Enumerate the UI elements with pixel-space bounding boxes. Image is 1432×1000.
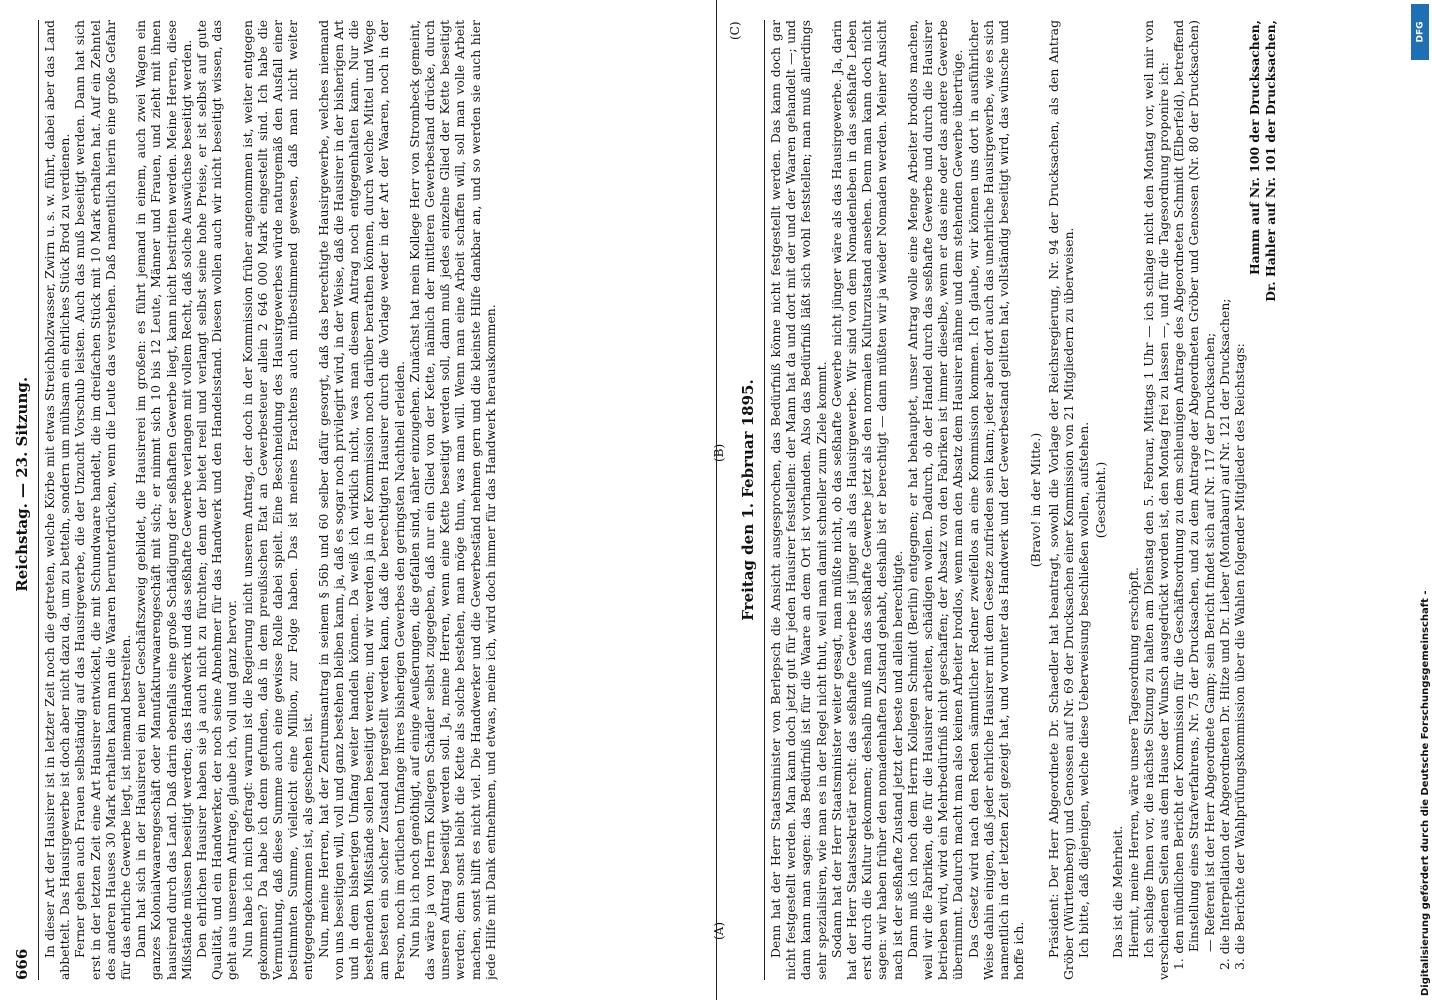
agenda-item: 2. die Interpellation der Abgeordneten Dr. Hitze und Dr. Lieber (Montabaur) auf Nr. 121 der Drucksachen; [1216,298,1232,970]
agenda-subitem: Dr. Hahler auf Nr. 101 der Drucksachen, [1262,20,1278,302]
paragraph: Das Gesetz wird nach den Reden sämmtlicher Redner zweifellos an eine Kommission kommen. Ich glaube, wir können uns dort in ausführlicher Weise dahin einigen, daß jeder ehrliche Hausirer mit dem Gesetze zufrieden sein kann; jeder aber dort auch das unehrliche Hausirgewerbe, wie es sich namentlich in der letzten Zeit gezeigt hat, und worunter das Handwerk und der Gewerbestand gelitten hat, vollständig beseitigt wird, das wünsche und hoffe ich. [965,20,1027,980]
column-text [42,20,696,980]
column-text [768,20,1422,980]
digitization-credit: Digitalisierung gefördert durch die Deutsche Forschungsgemeinschaft - [1420,590,1431,996]
paragraph: Sodann hat der Herr Staatsminister weiter gesagt, man müßte nicht, ob das seßhafte Gewerbe nicht jünger wäre als das Hausirgewerbe. Ja, darin hat der Herr Staatssekretär recht: das seßhafte Gewerbe ist jünger als das Hausirgewerbe. Wir sind von dem Nomadenleben in das seßhafte Leben erst durch die Kultur gekommen; deshalb muß man das seßhafte Gewerbe jetzt als den normalen Kulturzustand ansehen. Denn man kann doch nicht sagen: wir haben früher den nomadenhaften Zustand gehabt, deshalb ist er berechtigt — dann müßten wir ja wieder Nomaden werden. Meiner Ansicht nach ist der seßhafte Zustand jetzt der beste und allein berechtigte. [828,20,905,980]
paragraph: Nun, meine Herren, hat der Zentrumsantrag in seinem § 56b und 60 selber dafür gesorgt, daß das berechtigte Hausirgewerbe, welches niemand von uns beseitigen will, voll und ganz bestehen bleiben kann, ja, daß es sogar noch privilegirt wird, in der Weise, daß die Hausirer in der bisherigen Art und in dem bisherigen Umfang weiter handeln können. Da weiß ich wirklich nicht, was man diesem Antrag noch entgegenhalten kann. Nur die bestehenden Mißstände sollen beseitigt werden; und wir werden ja in der Kommission noch darüber berathen können, durch welche Mittel und Wege am besten ein solcher Zustand hergestellt werden kann, daß die berechtigten Hausirer durch die Vorlage weder in der Art der Waaren, noch in der Person, noch im örtlichen Umfange ihres bisherigen Gewerbes den geringsten Nachtheil erleiden. [315,20,407,980]
paragraph: Ich schlage Ihnen vor, die nächste Sitzung zu halten am Dienstag den 5. Februar, Mittags 1 Uhr — ich schlage nicht den Montag vor, weil mir von verschiedenen Seiten aus dem Hause der Wunsch ausgedrückt worden ist, den Montag frei zu lassen —, und für die Tagesordnung proponire ich: [1140,20,1172,980]
dfg-logo-text: DFG [1415,21,1426,43]
paragraph: Ferner gehen auch Frauen selbständig auf das Hausirgewerbe, die der Unzucht Vorschub leisten. Auch das muß beseitigt werden. Dann hat sich erst in der letzten Zeit eine Art Hausirer entwickelt, die mit Schundwaare handelt, die im dreifachen Stück mit 10 Mark erhalten hat. Auf ein Zehntel des anderen Hauses 30 Mark erhalten kann man die Waaren herunterdrücken, wenn die Leute das verstehen. Daß namentlich hierin eine große Gefahr für das ehrliche Gewerbe liegt, ist niemand bestreiten. [72,20,134,980]
margin-marker-b: (B) [712,443,726,462]
running-head [734,20,765,980]
paragraph: Den ehrlichen Hausirer haben sie ja auch nicht zu fürchten; denn der bietet reell und verlangt selbst seine hohe Preise, er ist selbst auf gute Qualität, und ein Handwerker, der noch seine Abnehmer für das Handwerk und den Handelsstand. Diesen wollen auch wir nicht beseitigt wissen, das geht aus unserem Antrage, glaube ich, voll und ganz hervor. [194,20,240,980]
page-divider [716,0,717,1000]
margin-marker-c: (C) [728,21,742,40]
running-head [8,20,39,980]
paragraph: Dann muß ich noch dem Herrn Kollegen Schmidt (Berlin) entgegnen; er hat behauptet, unser Antrag wolle eine Menge Arbeiter brodlos machen, weil wir die Fabriken, die für die Hausirer arbeiten, schädigen wollen. Dadurch, ob der Handel durch das seßhafte Gewerbe und durch die Hausirer betrieben wird, wird ein Mehrbedürfniß nicht geschaffen; der Absatz von den Fabriken ist immer dieselbe, wenn er das eine oder das andere Gewerbe übernimmt. Dadurch macht man also keinen Arbeiter brodlos, wenn man den Absatz dem Hausirer nähme und dem stehenden Gewerbe übertrüge. [904,20,966,980]
page-666 [0,0,706,1000]
page-number: 666 [13,948,31,980]
paragraph: Nun bin ich noch genöthigt, auf einige Aeußerungen, die gefallen sind, näher einzugehen. Zunächst hat mein Kollege Herr von Strombeck gemeint, das wäre ja von Herrn Kollegen Schädler selbst zugegeben, daß nur ein Glied von der Kette, nämlich der mittleren Gewerbestand drücke, durch unseren Antrag beseitigt werden soll. Ja, meine Herren, wenn eine Kette beseitigt werden soll, dann muß jedes einzelne Glied der Kette beseitigt werden; denn sonst bleibt die Kette als solche bestehen, man möge thun, was man will. Wenn man eine Arbeit schaffen will, soll man volle Arbeit machen, sonst hilft es nicht viel. Die Handwerker und die Gewerbeständ nehmen gern und die kleinste Hilfe dankbar an, und so werden sie auch hier jede Hilfe mit Dank entnehmen, und etwas, meine ich, wird doch immer für das Handwerk herauskommen. [406,20,498,980]
page-continuation [726,0,1432,1000]
dfg-logo [1411,4,1429,60]
paragraph: Ich bitte, daß diejenigen, welche diese Ueberweisung beschließen wollen, aufstehen. [1076,421,1092,958]
paragraph: In dieser Art der Hausirer ist in letzter Zeit noch die getreten, welche Körbe mit etwas Streichholzwasser, Zwirn u. s. w. führt, dabei aber das Land abbettelt. Das Hausirgewerbe ist doch aber nicht dazu da, um zu betteln, sondern um mühsam ein ehrliches Stück Brod zu verdienen. [42,20,73,980]
paragraph: Nun habe ich mich gefragt: warum ist die Regierung nicht unserem Antrag, der doch in der Kommission früher angenommen ist, weiter entgegen gekommen? Da habe ich denn gefunden, daß in dem preußischen Etat an Gewerbesteuer allein 2 646 000 Mark eingestellt sind. Ich habe die Vermuthung, daß diese Summe auch eine gewisse Rolle dabei spielt. Eine Beschneidung des Hausirgewerbes würde naturgemäß den Ausfall einer bestimmten Summe, vielleicht eine Million, zur Folge haben. Das ist meines Erachtens auch mitbestimmend gewesen, daß man nicht weiter entgegengekommen ist, als geschehen ist. [239,20,316,980]
paragraph: Das ist die Mehrheit. [1110,825,1126,958]
paragraph: Präsident: Der Herr Abgeordnete Dr. Schaedler hat beantragt, sowohl die Vorlage der Reichsregierung, Nr. 94 der Drucksachen, als den Antrag Gröber (Württemberg) und Genossen auf Nr. 69 der Drucksachen einer Kommission von 21 Mitgliedern zu überweisen. [1045,20,1076,980]
session-title: Reichstag. — 23. Sitzung. [13,376,31,592]
agenda-item: 3. die Berichte der Wahlprüfungskommission über die Wahlen folgender Mitglieder des Reichstags: [1232,343,1248,970]
paragraph: Hiermit, meine Herren, wäre unsere Tagesordnung erschöpft. [1125,567,1141,958]
margin-marker-a: (A) [712,921,726,940]
paragraph: Dann hat sich in der Hausirerei ein neuer Geschäftszweig gebildet, die Hausirerei im großen: es führt jemand in einem, auch zwei Wagen ein ganzes Kolonialwaarengeschäft oder Manufakturwaarengeschäft mit sich; er nimmt sich 10 bis 12 Leute, Männer und Frauen, und zieht mit ihnen hausirend durch das Land. Daß darin ebenfalls eine große Schädigung der seßhaften Gewerbe liegt, kann nicht bestritten werden. Meine Herren, diese Mißstände müssen beseitigt werden; das Handwerk und das seßhafte Gewerbe verlangen mit vollem Recht, daß solche Auswüchse beseitigt werden. [133,20,194,980]
interjection: (Geschieht.) [1093,461,1109,539]
paragraph: Denn hat der Herr Staatsminister von Berlepsch die Ansicht ausgesprochen, das Bedürfniß könne nicht festgestellt werden. Das kann doch gar nicht festgestellt werden. Man kann doch jetzt gut für jeden Hausirer feststellen: der Mann hat da und dort mit der und der Waaren gehandelt —; und dann kann man sagen: das Bedürfniß ist für die Waare an dem Ort ist vorhanden. Also das Bedürfniß läßt sich wohl feststellen; man muß allerdings sehr spezialisiren, wie man es in der Regel nicht thut, weil man damit schneller zum Ziele kommt. [768,20,829,980]
interjection: (Bravo! in der Mitte.) [1028,432,1044,568]
agenda-subitem: Hamm auf Nr. 100 der Drucksachen, [1247,20,1263,276]
session-date: Freitag den 1. Februar 1895. [739,379,757,621]
agenda-item: 1. den mündlichen Bericht der Kommission für die Geschäftsordnung zu dem schleunigen Antrage des Abgeordneten Schmidt (Elberfeld), betreffend Einstellung eines Strafverfahrens, Nr. 75 der Drucksachen, und zu dem Antrage der Abgeordneten Gröber und Genossen (Nr. 80 der Drucksachen) — Referent ist der Herr Abgeordnete Gamp; sein Bericht findet sich auf Nr. 117 der Drucksachen; [1171,20,1217,970]
